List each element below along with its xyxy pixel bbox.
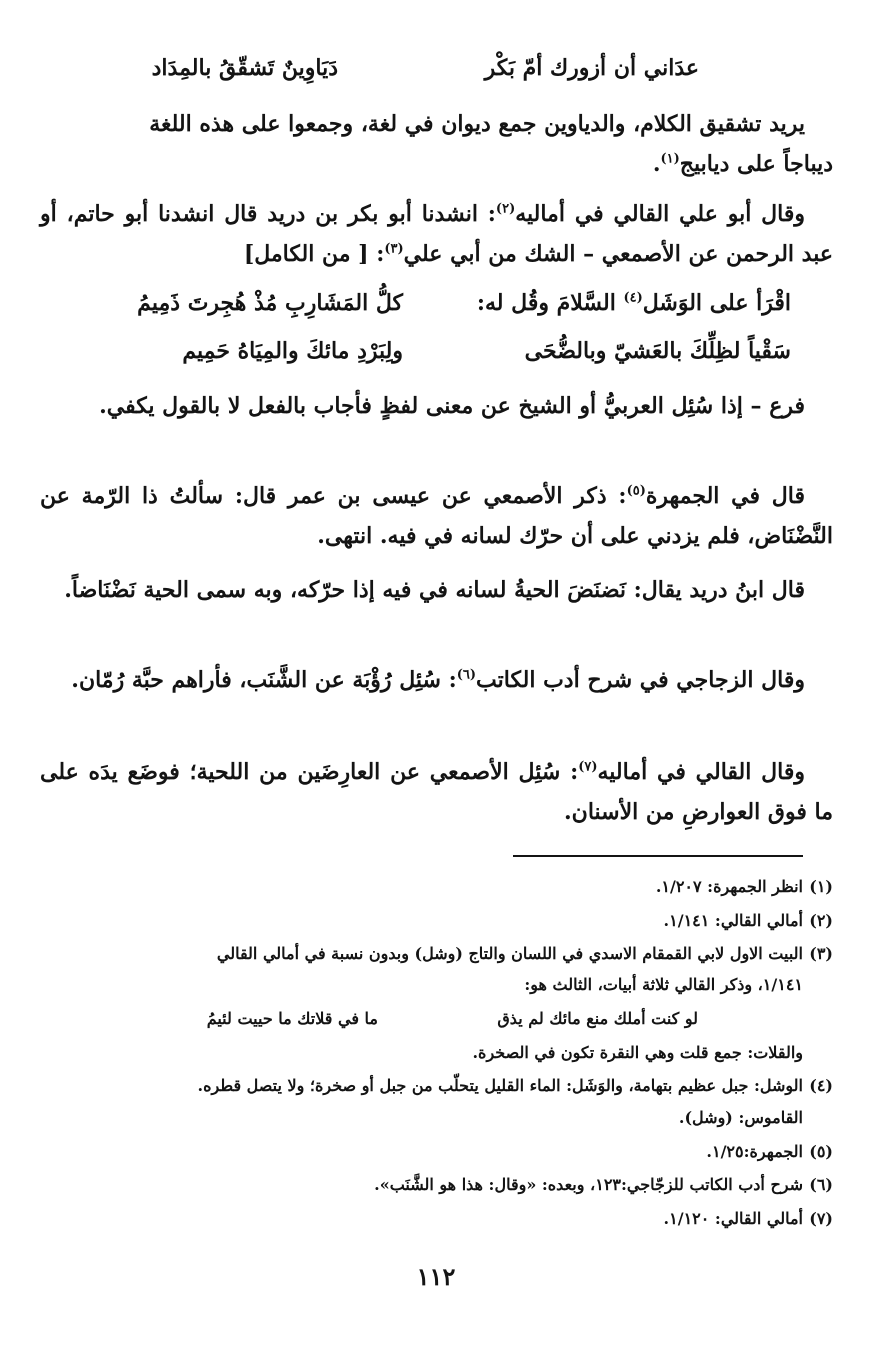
- footnote-7: [40, 1204, 833, 1233]
- paragraph-jamhara: [40, 476, 833, 556]
- verse-2: [40, 283, 833, 323]
- paragraph-zajjaji-text-2: : سُئِل رُؤْبَة عن الشَّنَب، فأراهم حبَّة رُمّان.: [71, 667, 457, 693]
- paragraph-zajjaji-text-1: وقال الزجاجي في شرح أدب الكاتب: [476, 667, 805, 693]
- footnote-ref-6: (٦): [456, 667, 477, 683]
- footnote-ref-2: (٢): [495, 201, 516, 217]
- paragraph-diwan-line-2: [40, 144, 833, 184]
- footnote-6-text: شرح أدب الكاتب للزجّاجي:١٢٣، وبعده: «وقال: هذا هو الشَّنَب».: [374, 1175, 803, 1194]
- verse-1-second-hemistich: دَيَاوِينٌ تَشقّقُ بالمِدَاد: [151, 55, 338, 81]
- paragraph-qali-text-2: : انشدنا أبو بكر بن دريد قال انشدنا أبو حاتم، أو عبد الرحمن عن الأصمعي – الشك من أبي علي: [40, 201, 833, 267]
- footnote-ref-1: (١): [660, 151, 680, 167]
- footnote-3-line-2: ١/١٤١، وذكر القالي ثلاثة أبيات، الثالث هو:: [524, 975, 803, 994]
- verse-1-first-hemistich: عدَاني أن أزورك أمّ بَكْر: [484, 55, 699, 81]
- footnote-1-text: انظر الجمهرة: ١/٢٠٧.: [655, 877, 803, 896]
- paragraph-asmai-text-2: : سُئِل الأصمعي عن العارِضَين من اللحية؛ فوضَع يدَه على ما فوق العوارضِ من الأسنان.: [40, 759, 833, 825]
- footnote-3-verse-second-hemistich: ما في قلاتك ما حييت لئيمُ: [206, 1009, 378, 1028]
- paragraph-qali-amali: [40, 194, 833, 274]
- paragraph-diwan: [40, 104, 833, 184]
- footnote-7-number: (٧): [809, 1209, 833, 1228]
- footnote-6: [40, 1170, 833, 1199]
- verse-2-first-text: اقْرَأ على الوَشَل: [642, 290, 791, 316]
- verse-2-second-hemistich: كلُّ المَشَارِبِ مُذْ هُجِرتَ ذَمِيمُ: [137, 290, 403, 316]
- verse-3-first-hemistich: سَقْياً لظِلِّكَ بالعَشيّ وبالضُّحَى: [524, 338, 791, 364]
- footnote-5-text: الجمهرة:١/٢٥.: [706, 1142, 803, 1161]
- paragraph-qali-text-1: وقال أبو علي القالي في أماليه: [515, 201, 805, 227]
- paragraph-qali-meter: : [ من الكامل]: [243, 241, 385, 267]
- verse-3-second-hemistich: ولِبَرْدِ مائكَ والمِيَاهُ حَمِيم: [182, 338, 403, 364]
- verse-3: [40, 331, 833, 371]
- paragraph-diwan-text: ديباجاً على ديابيج: [679, 151, 833, 177]
- footnote-ref-3: (٣): [384, 241, 404, 257]
- paragraph-asmai: [40, 752, 833, 832]
- footnote-separator: [513, 855, 803, 857]
- verse-2-first-text-end: السَّلامَ وقُل له:: [476, 290, 624, 316]
- footnote-4-line-2: القاموس: (وشل).: [678, 1108, 803, 1127]
- footnote-5-number: (٥): [809, 1142, 833, 1161]
- footnote-1: [40, 872, 833, 901]
- paragraph-far: فرع – إذا سُئِل العربيُّ أو الشيخ عن معنى لفظٍ فأجاب بالفعل لا بالقول يكفي.: [99, 393, 805, 419]
- footnote-2-text: أمالي القالي: ١/١٤١.: [663, 911, 803, 930]
- footnote-6-number: (٦): [809, 1175, 833, 1194]
- page-number: ١١٢: [416, 1262, 456, 1291]
- footnote-7-text: أمالي القالي: ١/١٢٠.: [663, 1209, 803, 1228]
- footnote-3-number: (٣): [809, 944, 833, 963]
- paragraph-zajjaji: [40, 660, 833, 700]
- footnote-2: [40, 906, 833, 935]
- footnote-3-verse-first-hemistich: لو كنت أملك منع مائك لم يذق: [497, 1009, 698, 1028]
- paragraph-jamhara-text-1: قال في الجمهرة: [645, 483, 805, 509]
- footnote-3-line-3: والقلات: جمع قلت وهي النقرة تكون في الصخرة.: [472, 1043, 803, 1062]
- verse-2-first-hemistich: [477, 283, 791, 323]
- footnote-1-number: (١): [809, 877, 833, 896]
- verse-1: [40, 48, 833, 88]
- footnote-4-number: (٤): [809, 1076, 833, 1095]
- footnote-ref-4: (٤): [623, 290, 643, 306]
- footnote-3-line-1: [40, 939, 833, 968]
- footnote-ref-5: (٥): [626, 483, 646, 499]
- paragraph-ibn-durayd: قال ابنُ دريد يقال: نَضنَضَ الحيةُ لسانه في فيه إذا حرّكه، وبه سمى الحية نَضْنَاضاً.: [64, 577, 805, 603]
- paragraph-asmai-text-1: وقال القالي في أماليه: [597, 759, 805, 785]
- footnote-ref-7: (٧): [578, 759, 598, 775]
- footnote-4-line-1: [40, 1071, 833, 1100]
- paragraph-jamhara-text-2: : ذكر الأصمعي عن عيسى بن عمر قال: سألتُ ذا الرّمة عن النَّضْنَاض، فلم يزدني على أن حرّك لسانه في فيه. انتهى.: [40, 483, 833, 549]
- footnote-3-text-1: البيت الاول لابي القمقام الاسدي في اللسان والتاج (وشل) وبدون نسبة في أمالي القالي: [216, 944, 803, 963]
- paragraph-diwan-end: .: [652, 151, 661, 177]
- footnote-2-number: (٢): [809, 911, 833, 930]
- footnote-4-text-1: الوشل: جبل عظيم بتهامة، والوَشَل: الماء القليل يتحلّب من جبل أو صخرة؛ ولا يتصل قطره.: [197, 1076, 803, 1095]
- paragraph-diwan-line-1: يريد تشقيق الكلام، والدياوين جمع ديوان في لغة، وجمعوا على هذه اللغة: [149, 111, 805, 137]
- footnote-5: [40, 1137, 833, 1166]
